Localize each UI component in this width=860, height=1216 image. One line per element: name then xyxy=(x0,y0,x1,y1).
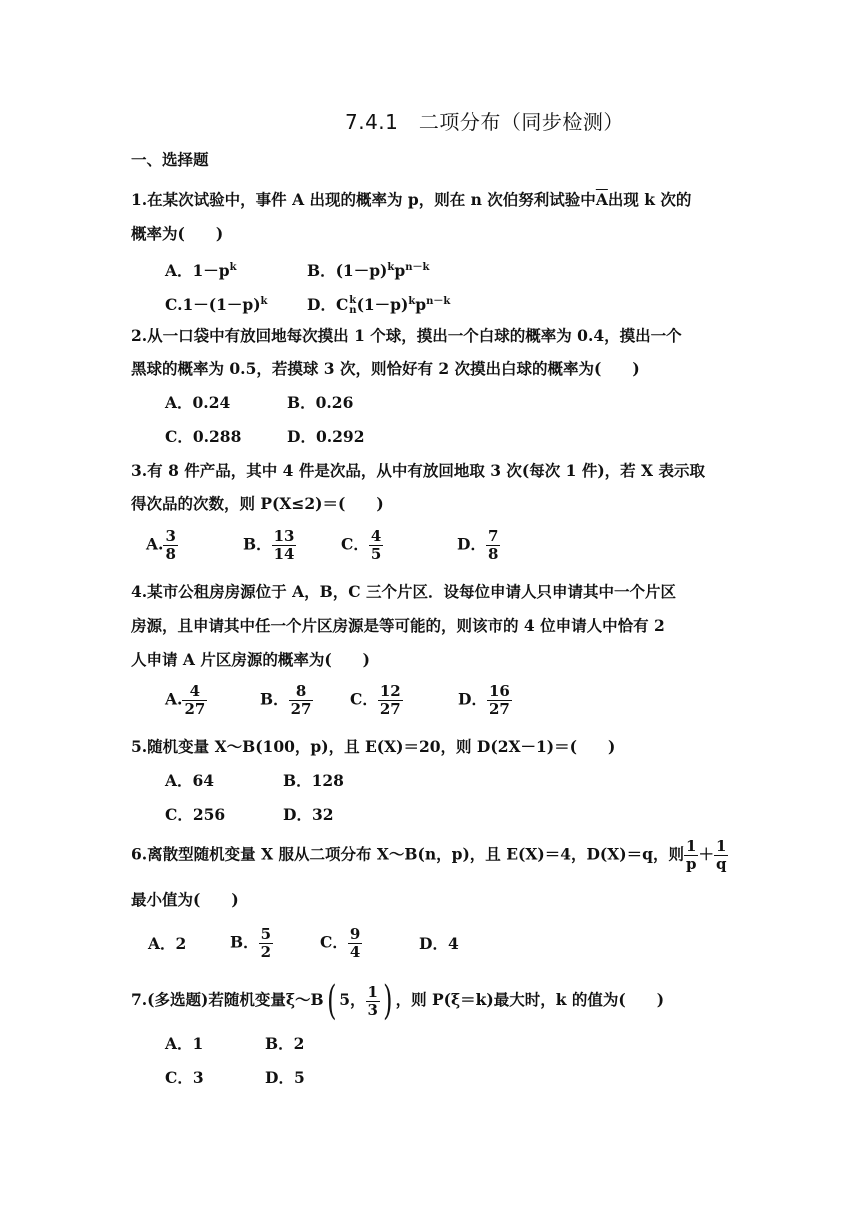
q7-option-b: B．2 xyxy=(265,1034,305,1053)
question-3-stem-cont: 得次品的次数，则 P(X≤2)＝( ) xyxy=(131,494,384,513)
q1-option-a: A．$1-p^k$ xyxy=(165,261,237,281)
q7-option-d: D．5 xyxy=(265,1068,305,1087)
question-6-stem: 6.离散型随机变量 X 服从二项分布 X～B(n，p)，且 E(X)＝4，D(X)＝q，则 $\frac{1}{p}$ ＋ $\frac{1}{q}$ xyxy=(131,837,727,873)
q5-option-b: B．128 xyxy=(283,771,344,790)
page-title: 7.4.1 二项分布（同步检测） xyxy=(345,110,624,134)
question-5-stem: 5.随机变量 X～B(100，p)，且 E(X)＝20，则 D(2X－1)＝( ) xyxy=(131,737,616,756)
q1-option-d: D．C k n $(1-p)^kp^{n-k}$ xyxy=(307,295,451,317)
q6-option-a: A．2 xyxy=(148,934,187,953)
q3-option-a: A. $\frac{3}{8}$ xyxy=(146,527,176,563)
q5-option-d: D．32 xyxy=(283,805,334,824)
question-4-stem-cont: 房源，且申请其中任一个片区房源是等可能的，则该市的 4 位申请人中恰有 2 xyxy=(131,616,665,635)
q6-option-c: C． $\frac{9}{4}$ xyxy=(320,925,361,961)
q2-option-c: C．0.288 xyxy=(165,427,242,446)
question-4-stem-cont2: 人申请 A 片区房源的概率为( ) xyxy=(131,650,370,669)
q2-option-b: B．0.26 xyxy=(287,393,354,412)
question-7-stem: 7.(多选题)若随机变量ξ～B( 5， $\frac{1}{3}$ ) ，则 P(ξ＝k)最大时，k 的值为( ) xyxy=(131,978,665,1024)
question-4-stem: 4.某市公租房房源位于 A，B，C 三个片区．设每位申请人只申请其中一个片区 xyxy=(131,582,676,601)
question-6-stem-cont: 最小值为( ) xyxy=(131,890,239,909)
q4-option-c: C． $\frac{12}{27}$ xyxy=(350,682,401,718)
question-1-stem: 1.在某次试验中，事件 A 出现的概率为 p，则在 n 次伯努利试验中$\overline{A}$出现 k 次的 xyxy=(131,190,692,209)
q6-option-b: B． $\frac{5}{2}$ xyxy=(230,925,272,961)
q7-option-c: C．3 xyxy=(165,1068,204,1087)
q1-option-c: $C.1-(1-p)^k$ xyxy=(165,295,268,315)
q2-option-a: A．0.24 xyxy=(165,393,231,412)
q6-option-d: D．4 xyxy=(419,934,459,953)
q3-option-d: D． $\frac{7}{8}$ xyxy=(457,527,499,563)
section-heading: 一、选择题 xyxy=(131,151,209,169)
q3-option-b: B． $\frac{13}{14}$ xyxy=(243,527,295,563)
question-1-stem-cont: 概率为( ) xyxy=(131,224,224,243)
q3-option-c: C． $\frac{4}{5}$ xyxy=(341,527,382,563)
question-2-stem-cont: 黑球的概率为 0.5，若摸球 3 次，则恰好有 2 次摸出白球的概率为( ) xyxy=(131,359,640,378)
q4-option-d: D． $\frac{16}{27}$ xyxy=(458,682,510,718)
question-3-stem: 3.有 8 件产品，其中 4 件是次品，从中有放回地取 3 次(每次 1 件)，若 X 表示取 xyxy=(131,461,705,480)
a-bar-symbol: $\overline{A}$ xyxy=(595,190,608,209)
question-2-stem: 2.从一口袋中有放回地每次摸出 1 个球，摸出一个白球的概率为 0.4，摸出一个 xyxy=(131,326,682,345)
q5-option-a: A．64 xyxy=(165,771,215,790)
q2-option-d: D．0.292 xyxy=(287,427,365,446)
q1-option-b: B．$(1-p)^kp^{n-k}$ xyxy=(307,261,430,281)
q4-option-a: A. $\frac{4}{27}$ xyxy=(165,682,206,718)
q5-option-c: C．256 xyxy=(165,805,226,824)
q4-option-b: B． $\frac{8}{27}$ xyxy=(260,682,312,718)
q7-option-a: A．1 xyxy=(165,1034,204,1053)
